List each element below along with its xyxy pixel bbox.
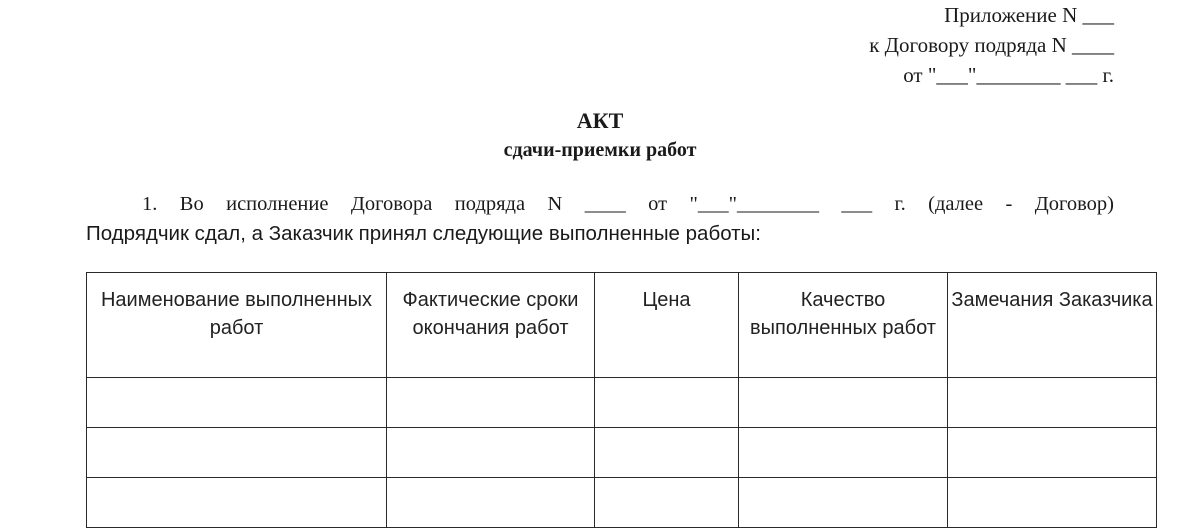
table-cell xyxy=(387,478,595,528)
table-header-row xyxy=(87,273,1157,378)
document-subtitle: сдачи-приемки работ xyxy=(503,139,697,161)
appendix-number: Приложение N ___ xyxy=(944,3,1114,27)
table-cell xyxy=(87,478,387,528)
table-cell xyxy=(87,378,387,428)
table-cell xyxy=(739,478,948,528)
table-cell xyxy=(595,378,739,428)
column-header-quality: Качество выполненных работ xyxy=(739,273,948,378)
paragraph-line-2: Подрядчик сдал, а Заказчик принял следующие выполненные работы: xyxy=(86,222,761,245)
contract-reference: к Договору подряда N ____ xyxy=(869,33,1114,57)
column-header-work-name: Наименование выполненных работ xyxy=(87,273,387,378)
works-table xyxy=(86,272,1157,528)
table-cell xyxy=(87,428,387,478)
table-row xyxy=(87,478,1157,528)
table-row xyxy=(87,378,1157,428)
appendix-header xyxy=(869,0,1114,90)
table-row xyxy=(87,428,1157,478)
column-header-price: Цена xyxy=(595,273,739,378)
table-cell xyxy=(948,478,1157,528)
table-cell xyxy=(387,428,595,478)
table-cell xyxy=(739,378,948,428)
column-header-completion-dates: Фактические сроки окончания работ xyxy=(387,273,595,378)
table-cell xyxy=(948,428,1157,478)
table-cell xyxy=(739,428,948,478)
table-cell xyxy=(595,478,739,528)
appendix-date: от "___"________ ___ г. xyxy=(903,63,1114,87)
table-cell xyxy=(387,378,595,428)
column-header-customer-remarks: Замечания Заказчика xyxy=(948,273,1157,378)
table-cell xyxy=(595,428,739,478)
document-title: АКТ xyxy=(576,108,624,133)
table-cell xyxy=(948,378,1157,428)
paragraph-line-1: 1. Во исполнение Договора подряда N ____ от "___"________ ___ г. (далее - Договор) xyxy=(142,193,1114,215)
